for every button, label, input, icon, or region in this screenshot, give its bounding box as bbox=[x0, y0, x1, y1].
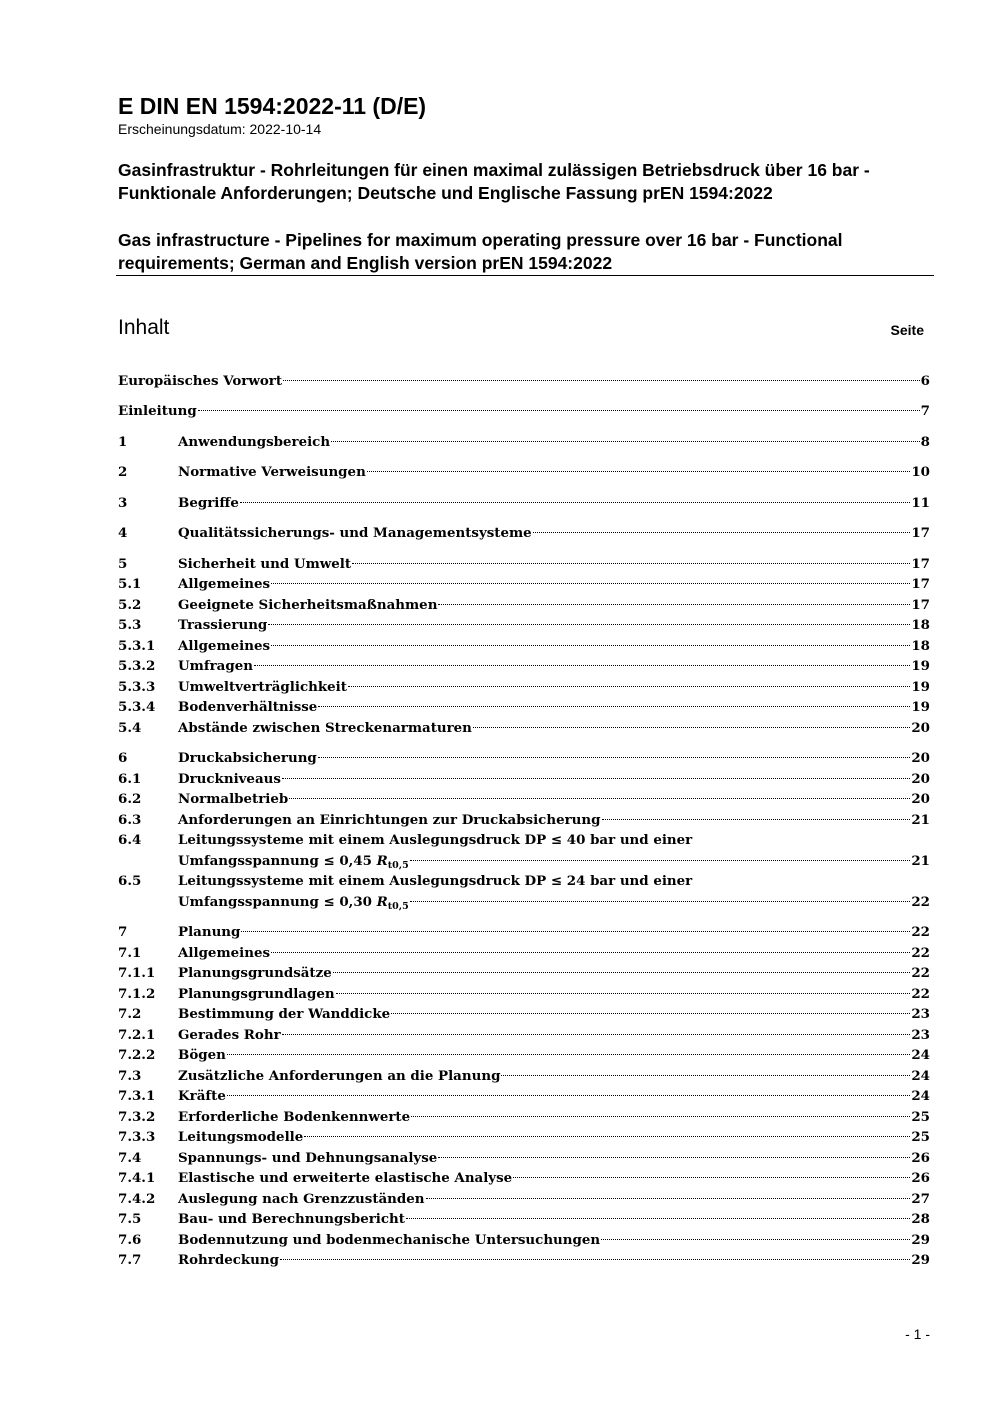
toc-entry-number: 6.4 bbox=[118, 832, 142, 848]
toc-leader-dots bbox=[282, 778, 910, 779]
toc-leader-dots bbox=[271, 583, 910, 584]
toc-entry-label: Trassierung bbox=[178, 617, 268, 633]
toc-entry-label: Qualitätssicherungs- und Managementsysteme bbox=[178, 525, 532, 541]
toc-entry-label: Europäisches Vorwort bbox=[118, 373, 283, 389]
toc-leader-dots bbox=[271, 645, 910, 646]
toc-entry[interactable] bbox=[118, 615, 930, 635]
toc-leader-dots bbox=[333, 972, 911, 973]
toc-entry-label: Einleitung bbox=[118, 403, 197, 419]
toc-entry-label: Begriffe bbox=[178, 495, 239, 511]
toc-entry-page: 17 bbox=[911, 525, 930, 541]
toc-leader-dots bbox=[410, 901, 911, 902]
toc-entry-label-cont-text: Umfangsspannung ≤ 0,45 bbox=[178, 853, 377, 869]
toc-leader-dots bbox=[406, 1218, 910, 1219]
toc-entry-page: 24 bbox=[911, 1068, 930, 1084]
toc-entry-number: 5.1 bbox=[118, 576, 142, 592]
toc-leader-dots bbox=[410, 860, 911, 861]
toc-entry[interactable] bbox=[118, 1004, 930, 1024]
toc-entry-label: Leitungssysteme mit einem Auslegungsdruck DP ≤ 40 bar und einer bbox=[178, 832, 693, 848]
toc-entry-label: Gerades Rohr bbox=[178, 1027, 281, 1043]
toc-entry-label: Bestimmung der Wanddicke bbox=[178, 1006, 391, 1022]
toc-leader-dots bbox=[227, 1054, 910, 1055]
toc-leader-dots bbox=[438, 1157, 910, 1158]
toc-leader-dots bbox=[318, 706, 910, 707]
title-english: Gas infrastructure - Pipelines for maximum operating pressure over 16 bar - Functional requirements; German and English version prEN 1594:2022 bbox=[118, 230, 843, 273]
toc-entry[interactable] bbox=[118, 493, 930, 513]
toc-entry[interactable] bbox=[118, 1168, 930, 1188]
toc-leader-dots bbox=[473, 727, 910, 728]
toc-leader-dots bbox=[289, 798, 910, 799]
toc-leader-dots bbox=[411, 1116, 910, 1117]
toc-entry-label: Elastische und erweiterte elastische Analyse bbox=[178, 1170, 513, 1186]
toc-entry-label: Sicherheit und Umwelt bbox=[178, 556, 352, 572]
toc-entry-page: 19 bbox=[911, 658, 930, 674]
toc-entry[interactable] bbox=[118, 1086, 930, 1106]
toc-entry-number: 5.3.2 bbox=[118, 658, 156, 674]
toc-entry[interactable] bbox=[118, 789, 930, 809]
toc-leader-dots bbox=[283, 380, 920, 381]
toc-entry-label: Druckniveaus bbox=[178, 771, 281, 787]
toc-entry-page: 21 bbox=[911, 853, 930, 869]
toc-entry-label: Kräfte bbox=[178, 1088, 226, 1104]
toc-entry-page: 29 bbox=[911, 1252, 930, 1268]
toc-leader-dots bbox=[533, 532, 911, 533]
toc-entry[interactable] bbox=[118, 1066, 930, 1086]
toc-entry-label: Bodenverhältnisse bbox=[178, 699, 318, 715]
toc-entry-page: 20 bbox=[911, 771, 930, 787]
toc-entry[interactable] bbox=[118, 963, 930, 983]
toc-leader-dots bbox=[348, 686, 910, 687]
toc-entry[interactable] bbox=[118, 922, 930, 942]
toc-entry-label: Druckabsicherung bbox=[178, 750, 317, 766]
toc-entry-page: 22 bbox=[911, 965, 930, 981]
toc-entry-number: 5.3.3 bbox=[118, 679, 156, 695]
toc-entry[interactable] bbox=[118, 1209, 930, 1229]
toc-leader-dots bbox=[601, 1239, 910, 1240]
toc-entry[interactable] bbox=[118, 1025, 930, 1045]
toc-leader-dots bbox=[241, 931, 910, 932]
toc-entry-label: Geeignete Sicherheitsmaßnahmen bbox=[178, 597, 438, 613]
toc-entry-label: Auslegung nach Grenzzuständen bbox=[178, 1191, 425, 1207]
toc-entry-number: 7.3.1 bbox=[118, 1088, 156, 1104]
toc-entry-page: 17 bbox=[911, 597, 930, 613]
page-number: - 1 - bbox=[905, 1326, 930, 1342]
toc-page-column-heading: Seite bbox=[890, 322, 924, 338]
toc-entry-page: 22 bbox=[911, 945, 930, 961]
toc-leader-dots bbox=[331, 441, 920, 442]
toc-entry-page: 19 bbox=[911, 699, 930, 715]
toc-entry-number: 7.1.2 bbox=[118, 986, 156, 1002]
toc-entry-page: 23 bbox=[911, 1006, 930, 1022]
toc-entry-number: 7.1 bbox=[118, 945, 142, 961]
toc-entry-label-cont bbox=[178, 892, 409, 914]
toc-leader-dots bbox=[391, 1013, 910, 1014]
toc-leader-dots bbox=[254, 665, 910, 666]
toc-entry[interactable] bbox=[118, 1230, 930, 1250]
toc-entry-label: Allgemeines bbox=[178, 638, 271, 654]
toc-entry-page: 20 bbox=[911, 791, 930, 807]
toc-entry-symbol: R bbox=[376, 853, 388, 869]
toc-entry-page: 26 bbox=[911, 1150, 930, 1166]
toc-entry-number: 6.5 bbox=[118, 873, 142, 889]
toc-entry-number: 7.2 bbox=[118, 1006, 142, 1022]
toc-entry-number: 7.5 bbox=[118, 1211, 142, 1227]
toc-entry-page: 27 bbox=[911, 1191, 930, 1207]
toc-leader-dots bbox=[352, 563, 910, 564]
toc-entry[interactable] bbox=[118, 656, 930, 676]
toc-entry-label: Allgemeines bbox=[178, 576, 271, 592]
toc-entry-number: 7 bbox=[118, 924, 128, 940]
toc-entry-page: 28 bbox=[911, 1211, 930, 1227]
toc-entry-continuation[interactable] bbox=[118, 851, 930, 871]
toc-entry-label: Planungsgrundlagen bbox=[178, 986, 335, 1002]
toc-leader-dots bbox=[227, 1095, 911, 1096]
toc-leader-dots bbox=[438, 604, 910, 605]
toc-entry-number: 5 bbox=[118, 556, 128, 572]
toc-entry[interactable] bbox=[118, 523, 930, 543]
toc-entry-page: 25 bbox=[911, 1129, 930, 1145]
toc-entry[interactable] bbox=[118, 748, 930, 768]
toc-entry-label: Normative Verweisungen bbox=[178, 464, 366, 480]
toc-entry-page: 7 bbox=[920, 403, 930, 419]
toc-entry-label: Planungsgrundsätze bbox=[178, 965, 332, 981]
toc-leader-dots bbox=[426, 1198, 911, 1199]
toc-entry[interactable] bbox=[118, 1127, 930, 1147]
toc-entry-label: Normalbetrieb bbox=[178, 791, 289, 807]
toc-entry-page: 21 bbox=[911, 812, 930, 828]
toc-entry-page: 24 bbox=[911, 1047, 930, 1063]
toc-entry-number: 7.3.3 bbox=[118, 1129, 156, 1145]
toc-entry-number: 5.3.1 bbox=[118, 638, 156, 654]
toc-entry[interactable] bbox=[118, 677, 930, 697]
document-id: E DIN EN 1594:2022-11 (D/E) bbox=[118, 93, 427, 119]
toc-entry[interactable] bbox=[118, 810, 930, 830]
toc-entry-page: 22 bbox=[911, 894, 930, 910]
toc-entry-page: 26 bbox=[911, 1170, 930, 1186]
toc-entry-page: 22 bbox=[911, 924, 930, 940]
toc-entry-page: 17 bbox=[911, 556, 930, 572]
toc-entry-number: 2 bbox=[118, 464, 128, 480]
toc-entry-label: Umfragen bbox=[178, 658, 253, 674]
toc-entry[interactable] bbox=[118, 1148, 930, 1168]
toc-entry-number: 4 bbox=[118, 525, 128, 541]
toc-entry-page: 17 bbox=[911, 576, 930, 592]
toc-entry-page: 24 bbox=[911, 1088, 930, 1104]
toc-entry-label: Leitungsmodelle bbox=[178, 1129, 304, 1145]
toc-entry-page: 20 bbox=[911, 750, 930, 766]
toc-entry-page: 18 bbox=[911, 617, 930, 633]
toc-entry-label: Zusätzliche Anforderungen an die Planung bbox=[178, 1068, 501, 1084]
toc-entry-page: 8 bbox=[920, 434, 930, 450]
toc-entry-number: 5.3.4 bbox=[118, 699, 156, 715]
toc-entry[interactable] bbox=[118, 462, 930, 482]
toc-entry-number: 7.2.1 bbox=[118, 1027, 156, 1043]
toc-leader-dots bbox=[318, 757, 911, 758]
toc-entry[interactable] bbox=[118, 554, 930, 574]
toc-entry-page: 19 bbox=[911, 679, 930, 695]
toc-leader-dots bbox=[304, 1136, 910, 1137]
toc-leader-dots bbox=[280, 1259, 910, 1260]
toc-entry-number: 6.3 bbox=[118, 812, 142, 828]
toc-leader-dots bbox=[240, 502, 911, 503]
toc-entry[interactable] bbox=[118, 830, 930, 850]
toc-leader-dots bbox=[513, 1177, 910, 1178]
toc-entry-label-cont bbox=[178, 851, 409, 873]
toc-leader-dots bbox=[268, 624, 910, 625]
toc-entry-label: Leitungssysteme mit einem Auslegungsdruck DP ≤ 24 bar und einer bbox=[178, 873, 693, 889]
toc-heading: Inhalt bbox=[118, 316, 170, 339]
toc-entry[interactable] bbox=[118, 769, 930, 789]
toc-entry-label: Planung bbox=[178, 924, 241, 940]
toc-entry[interactable] bbox=[118, 432, 930, 452]
toc-entry-number: 5.2 bbox=[118, 597, 142, 613]
toc-entry[interactable] bbox=[118, 984, 930, 1004]
toc-entry[interactable] bbox=[118, 943, 930, 963]
toc-entry[interactable] bbox=[118, 371, 930, 391]
toc-entry-label: Anwendungsbereich bbox=[178, 434, 331, 450]
toc-entry[interactable] bbox=[118, 718, 930, 738]
toc-entry[interactable] bbox=[118, 1189, 930, 1209]
toc-entry-number: 7.7 bbox=[118, 1252, 142, 1268]
toc-leader-dots bbox=[501, 1075, 910, 1076]
toc-entry-subscript: t0,5 bbox=[387, 860, 409, 871]
toc-entry[interactable] bbox=[118, 401, 930, 421]
toc-leader-dots bbox=[198, 410, 920, 411]
toc-entry-number: 7.4.2 bbox=[118, 1191, 156, 1207]
toc-entry[interactable] bbox=[118, 636, 930, 656]
toc-entry-label: Allgemeines bbox=[178, 945, 271, 961]
toc-entry-number: 3 bbox=[118, 495, 128, 511]
toc-entry[interactable] bbox=[118, 871, 930, 891]
toc-entry-page: 20 bbox=[911, 720, 930, 736]
toc-entry-number: 5.4 bbox=[118, 720, 142, 736]
toc-entry[interactable] bbox=[118, 1045, 930, 1065]
toc-leader-dots bbox=[271, 952, 910, 953]
toc-entry-page: 11 bbox=[911, 495, 930, 511]
toc-entry[interactable] bbox=[118, 1250, 930, 1270]
toc-entry-label: Bau- und Berechnungsbericht bbox=[178, 1211, 405, 1227]
toc-entry-number: 6.1 bbox=[118, 771, 142, 787]
toc-entry-label: Umweltverträglichkeit bbox=[178, 679, 347, 695]
toc-leader-dots bbox=[282, 1034, 911, 1035]
title-german: Gasinfrastruktur - Rohrleitungen für einen maximal zulässigen Betriebsdruck über 16 bar - Funktionale Anforderungen; Deutsche und Englische Fassung prEN 1594:2022 bbox=[118, 160, 870, 203]
toc-leader-dots bbox=[336, 993, 911, 994]
toc-entry-number: 7.6 bbox=[118, 1232, 142, 1248]
toc-leader-dots bbox=[602, 819, 911, 820]
toc-entry-label: Spannungs- und Dehnungsanalyse bbox=[178, 1150, 438, 1166]
toc-entry-label-cont-text: Umfangsspannung ≤ 0,30 bbox=[178, 894, 377, 910]
toc-entry-page: 18 bbox=[911, 638, 930, 654]
toc-entry-page: 25 bbox=[911, 1109, 930, 1125]
toc-entry-number: 7.2.2 bbox=[118, 1047, 156, 1063]
publication-date: Erscheinungsdatum: 2022-10-14 bbox=[118, 121, 322, 137]
toc-entry-number: 5.3 bbox=[118, 617, 142, 633]
toc-entry-number: 7.3.2 bbox=[118, 1109, 156, 1125]
toc-entry-page: 6 bbox=[920, 373, 930, 389]
toc-entry-number: 7.3 bbox=[118, 1068, 142, 1084]
toc-entry-page: 23 bbox=[911, 1027, 930, 1043]
toc-entry-number: 7.4.1 bbox=[118, 1170, 156, 1186]
toc-entry-number: 1 bbox=[118, 434, 128, 450]
toc-leader-dots bbox=[367, 471, 911, 472]
toc-entry[interactable] bbox=[118, 595, 930, 615]
toc-entry[interactable] bbox=[118, 1107, 930, 1127]
toc-entry-subscript: t0,5 bbox=[387, 901, 409, 912]
toc-entry-number: 6 bbox=[118, 750, 128, 766]
toc-entry-label: Bodennutzung und bodenmechanische Untersuchungen bbox=[178, 1232, 601, 1248]
toc-entry[interactable] bbox=[118, 697, 930, 717]
toc-entry-label: Anforderungen an Einrichtungen zur Druckabsicherung bbox=[178, 812, 601, 828]
toc-entry-label: Bögen bbox=[178, 1047, 226, 1063]
toc-entry-page: 29 bbox=[911, 1232, 930, 1248]
toc-entry-number: 6.2 bbox=[118, 791, 142, 807]
toc-entry-label: Erforderliche Bodenkennwerte bbox=[178, 1109, 411, 1125]
toc-entry[interactable] bbox=[118, 574, 930, 594]
toc-entry-continuation[interactable] bbox=[118, 892, 930, 912]
toc-entry-label: Rohrdeckung bbox=[178, 1252, 279, 1268]
header-divider bbox=[116, 275, 934, 276]
toc-entry-page: 22 bbox=[911, 986, 930, 1002]
toc-entry-number: 7.1.1 bbox=[118, 965, 156, 981]
toc-entry-page: 10 bbox=[911, 464, 930, 480]
toc-entry-label: Abstände zwischen Streckenarmaturen bbox=[178, 720, 472, 736]
toc-entry-symbol: R bbox=[376, 894, 388, 910]
toc-entry-number: 7.4 bbox=[118, 1150, 142, 1166]
